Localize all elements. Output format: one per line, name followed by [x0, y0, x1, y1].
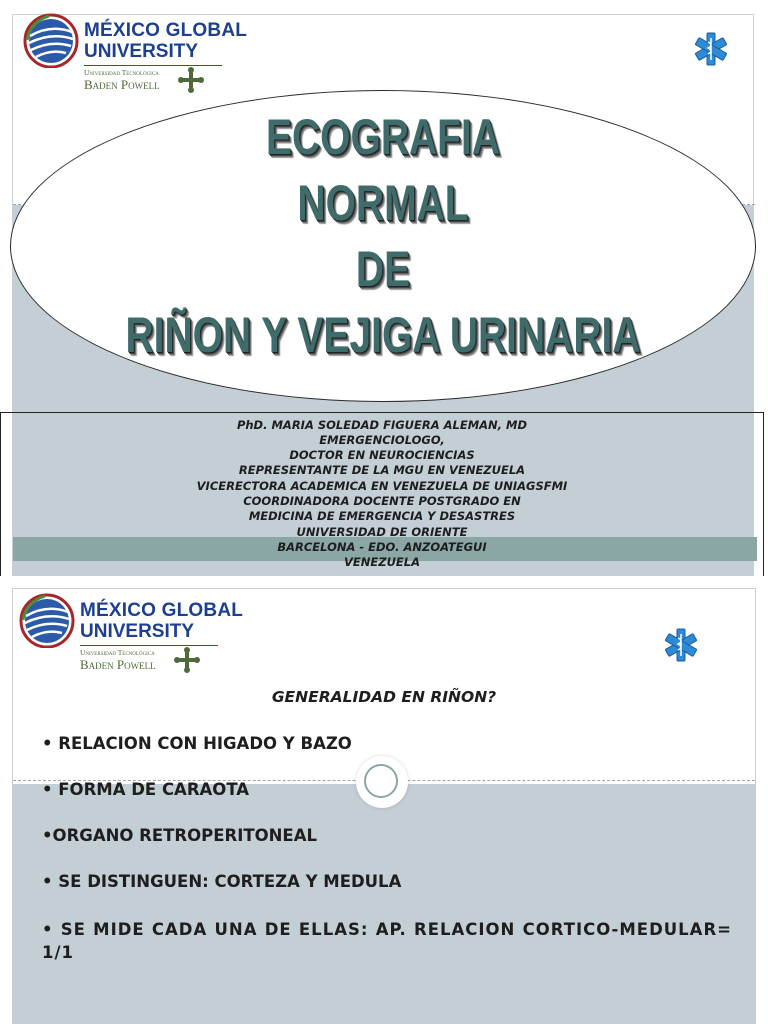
bullet-item: • RELACION CON HIGADO Y BAZO [42, 734, 352, 753]
university-logo [22, 10, 252, 94]
content-slide [0, 588, 768, 1024]
slide-heading: GENERALIDAD EN RIÑON? [271, 688, 497, 706]
author-line: VENEZUELA [344, 555, 420, 569]
globe-icon [18, 590, 76, 648]
logo-sub-line1: Universidad Tecnológica [80, 648, 155, 657]
author-line: VICERECTORA ACADEMICA EN VENEZUELA DE UNIAGSFMI [196, 479, 568, 493]
author-line: UNIVERSIDAD DE ORIENTE [296, 525, 468, 539]
author-line: COORDINADORA DOCENTE POSTGRADO EN [243, 494, 521, 508]
scout-cross-icon [174, 647, 200, 673]
logo-name-line1: MÉXICO GLOBAL [80, 600, 244, 621]
logo-sub-line2: Baden Powell [80, 657, 156, 672]
title-line-3: DE [355, 241, 411, 297]
logo-name-line2: UNIVERSITY [84, 41, 199, 62]
scout-cross-icon [178, 67, 204, 93]
logo-sub-line1: Universidad Tecnológica [84, 68, 159, 77]
bullet-item: •ORGANO RETROPERITONEAL [42, 826, 317, 845]
bullet-item: • SE DISTINGUEN: CORTEZA Y MEDULA [42, 872, 402, 891]
ring-ornament [356, 756, 408, 808]
author-line: PhD. MARIA SOLEDAD FIGUERA ALEMAN, MD [236, 418, 528, 432]
author-line: EMERGENCIOLOGO, [319, 433, 445, 447]
logo-rule [80, 645, 218, 646]
logo-name-line2: UNIVERSITY [80, 621, 195, 642]
background-band [13, 784, 755, 1024]
author-line: MEDICINA DE EMERGENCIA Y DESASTRES [248, 509, 516, 523]
title-line-2: NORMAL [297, 175, 469, 231]
logo-rule [84, 65, 222, 66]
bullet-item: • SE MIDE CADA UNA DE ELLAS: AP. RELACION CORTICO-MEDULAR= 1/1 [42, 920, 732, 963]
title-line-4: RIÑON Y VEJIGA URINARIA [125, 307, 641, 363]
university-logo [18, 590, 248, 674]
author-line: DOCTOR EN NEUROCIENCIAS [289, 448, 475, 462]
bullet-item: • FORMA DE CARAOTA [42, 780, 250, 799]
logo-name-line1: MÉXICO GLOBAL [84, 20, 248, 41]
star-of-life-icon [692, 30, 730, 68]
title-line-1: ECOGRAFIA [266, 109, 500, 165]
globe-icon [22, 10, 80, 68]
star-of-life-icon [662, 626, 700, 664]
author-line: BARCELONA - EDO. ANZOATEGUI [277, 540, 487, 554]
author-line: REPRESENTANTE DE LA MGU EN VENEZUELA [238, 463, 526, 477]
logo-sub-line2: Baden Powell [84, 77, 160, 92]
